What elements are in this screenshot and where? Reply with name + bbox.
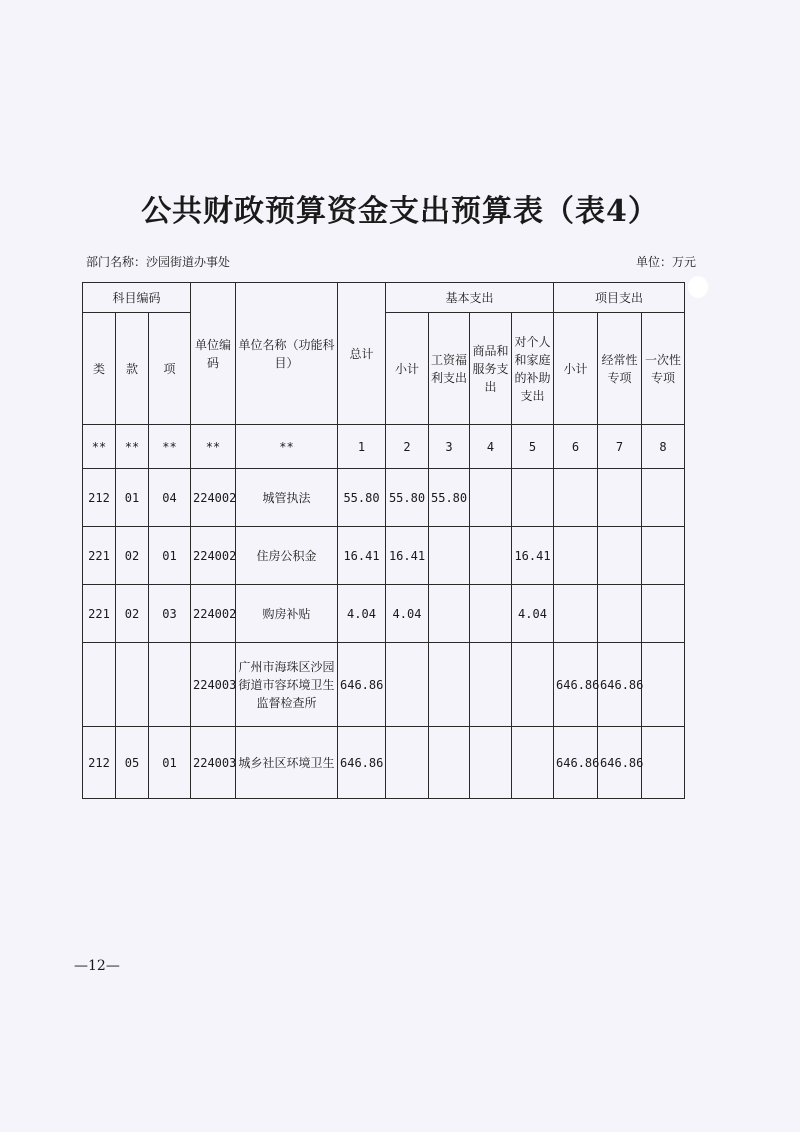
cell-lei: 212 [83, 727, 116, 799]
cell-salary [429, 643, 470, 727]
cell-lei [83, 643, 116, 727]
index-cell: ** [116, 425, 149, 469]
cell-goods [470, 727, 512, 799]
cell-project-subtotal [554, 469, 598, 527]
cell-lei: 221 [83, 585, 116, 643]
cell-onetime [642, 643, 685, 727]
header-project-subtotal: 小计 [554, 313, 598, 425]
cell-xiang: 04 [149, 469, 191, 527]
table-row [83, 527, 685, 585]
index-cell: 6 [554, 425, 598, 469]
cell-unit-code: 224002 [191, 469, 236, 527]
cell-personal [512, 469, 554, 527]
header-project: 项目支出 [554, 283, 685, 313]
cell-personal: 16.41 [512, 527, 554, 585]
header-lei: 类 [83, 313, 116, 425]
cell-goods [470, 643, 512, 727]
header-unit-code: 单位编码 [191, 283, 236, 425]
cell-onetime [642, 469, 685, 527]
page-title: 公共财政预算资金支出预算表（表4） [141, 194, 659, 229]
index-cell: 8 [642, 425, 685, 469]
cell-unit-code: 224003 [191, 643, 236, 727]
budget-table [82, 282, 685, 799]
cell-personal [512, 727, 554, 799]
header-subject-code: 科目编码 [83, 283, 191, 313]
index-cell: ** [236, 425, 338, 469]
cell-unit-code: 224003 [191, 727, 236, 799]
cell-project-subtotal [554, 585, 598, 643]
cell-kuan [116, 643, 149, 727]
cell-salary [429, 727, 470, 799]
cell-project-subtotal: 646.86 [554, 643, 598, 727]
index-cell: 7 [598, 425, 642, 469]
cell-unit-name: 城乡社区环境卫生 [236, 727, 338, 799]
cell-unit-name: 广州市海珠区沙园街道市容环境卫生监督检查所 [236, 643, 338, 727]
department-name: 部门名称：沙园街道办事处 [86, 255, 231, 269]
cell-total: 4.04 [338, 585, 386, 643]
scan-artifact [688, 276, 708, 298]
cell-personal [512, 643, 554, 727]
index-cell: ** [149, 425, 191, 469]
cell-xiang [149, 643, 191, 727]
cell-salary [429, 585, 470, 643]
header-goods: 商品和服务支出 [470, 313, 512, 425]
cell-basic-subtotal [386, 643, 429, 727]
header-basic: 基本支出 [386, 283, 554, 313]
header-regular: 经常性专项 [598, 313, 642, 425]
cell-unit-code: 224002 [191, 527, 236, 585]
header-xiang: 项 [149, 313, 191, 425]
cell-total: 646.86 [338, 727, 386, 799]
header-row-1 [83, 283, 685, 313]
cell-basic-subtotal: 55.80 [386, 469, 429, 527]
table-row [83, 469, 685, 527]
page-number: —12— [74, 958, 120, 974]
cell-regular: 646.86 [598, 727, 642, 799]
index-cell: 3 [429, 425, 470, 469]
cell-onetime [642, 727, 685, 799]
cell-goods [470, 527, 512, 585]
cell-regular [598, 585, 642, 643]
cell-kuan: 05 [116, 727, 149, 799]
index-cell: ** [191, 425, 236, 469]
header-onetime: 一次性专项 [642, 313, 685, 425]
cell-basic-subtotal: 4.04 [386, 585, 429, 643]
cell-total: 55.80 [338, 469, 386, 527]
cell-salary: 55.80 [429, 469, 470, 527]
cell-xiang: 01 [149, 727, 191, 799]
unit-label: 单位：万元 [635, 255, 696, 269]
cell-kuan: 01 [116, 469, 149, 527]
index-cell: 5 [512, 425, 554, 469]
cell-regular [598, 527, 642, 585]
cell-lei: 212 [83, 469, 116, 527]
cell-onetime [642, 527, 685, 585]
cell-unit-code: 224002 [191, 585, 236, 643]
cell-unit-name: 住房公积金 [236, 527, 338, 585]
cell-total: 16.41 [338, 527, 386, 585]
cell-regular [598, 469, 642, 527]
index-cell: 1 [338, 425, 386, 469]
cell-onetime [642, 585, 685, 643]
cell-project-subtotal [554, 527, 598, 585]
cell-unit-name: 购房补贴 [236, 585, 338, 643]
header-total: 总计 [338, 283, 386, 425]
cell-salary [429, 527, 470, 585]
cell-regular: 646.86 [598, 643, 642, 727]
index-row [83, 425, 685, 469]
cell-kuan: 02 [116, 585, 149, 643]
cell-basic-subtotal: 16.41 [386, 527, 429, 585]
cell-goods [470, 469, 512, 527]
cell-total: 646.86 [338, 643, 386, 727]
index-cell: 2 [386, 425, 429, 469]
cell-xiang: 03 [149, 585, 191, 643]
cell-unit-name: 城管执法 [236, 469, 338, 527]
header-salary: 工资福利支出 [429, 313, 470, 425]
cell-kuan: 02 [116, 527, 149, 585]
index-cell: ** [83, 425, 116, 469]
cell-goods [470, 585, 512, 643]
cell-personal: 4.04 [512, 585, 554, 643]
header-personal: 对个人和家庭的补助支出 [512, 313, 554, 425]
index-cell: 4 [470, 425, 512, 469]
table-row [83, 585, 685, 643]
table-row [83, 643, 685, 727]
table-row [83, 727, 685, 799]
header-kuan: 款 [116, 313, 149, 425]
cell-project-subtotal: 646.86 [554, 727, 598, 799]
cell-xiang: 01 [149, 527, 191, 585]
cell-basic-subtotal [386, 727, 429, 799]
header-unit-name: 单位名称（功能科目） [236, 283, 338, 425]
header-basic-subtotal: 小计 [386, 313, 429, 425]
cell-lei: 221 [83, 527, 116, 585]
